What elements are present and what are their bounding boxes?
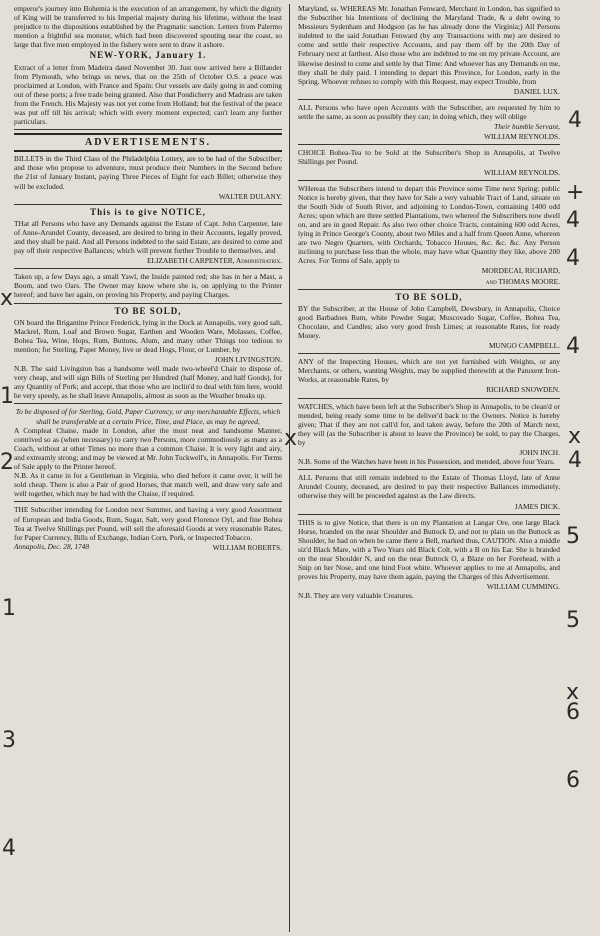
margin-mark: + — [566, 180, 585, 205]
fenward-text: Maryland, ss. WHEREAS Mr. Jonathan Fenward, Merchant in London, has signified to the Subscriber his Intentions of declining the Maryland Trade, & a debt owing to Messieurs Sydenham and Hodgson (as he has already done the Virginia;) All Persons indebted to the said Jonathan Fenward (by any Transactions with me) are desired to come and settle their respective Accounts, and pay them off by the 20th Day of February next at farthest. Also those who are indebted to me on my private Account, are likewise desired to come and settle by that Time: And whoever has any Demands on me, they shall be duly paid. I intending to depart this Province, for London, early in the Spring. Whoever refuses to comply with this Request, may expect Trouble, from — [298, 4, 560, 86]
margin-mark: 6 — [566, 700, 580, 725]
margin-mark: 5 — [566, 524, 580, 549]
chaise-header: To be disposed of for Sterling, Gold, Paper Currency, or any merchantable Effects, which shall be transferable at a certain Price, Time, and Place, as may be agreed, — [15, 407, 281, 426]
reynolds-accounts-text: ALL Persons who have open Accounts with the Subscriber, are requested by him to settle the same, as soon as possibly they can; in doing which, they will oblige — [298, 102, 560, 122]
margin-mark: 4 — [566, 246, 580, 271]
weights-ad — [298, 357, 560, 398]
lottery-ad — [14, 154, 282, 204]
margin-mark: 4 — [566, 334, 580, 359]
notice-text: THat all Persons who have any Demands against the Estate of Capt. John Carpenter, late of Anne-Arundel County, deceased, are desired to bring in their Accounts, legally proved, and they shall be paid. And all Persons indebted to the said Estate, are desired to come and pay off their respective Ballances; which will prevent further Trouble to themselves, and — [14, 218, 282, 256]
margin-mark: 5 — [566, 608, 580, 633]
reynolds-accounts-ad — [298, 103, 560, 145]
lottery-signature: WALTER DULANY. — [218, 191, 282, 201]
reynolds-accounts-signature: WILLIAM REYNOLDS. — [484, 132, 560, 142]
brig-nb: N.B. The said Livingston has a handsome well made two-wheel'd Chair to dispose of, very cheap, and will sign Bills of Sterling per Hundred (half Money, and half Goods), for any Quantity of Pork; and accept, that those who are inclin'd to deal with him here, would be very speedy, as he shall leave Annapolis, almost as soon as the Weather breaks up. — [14, 364, 282, 401]
roberts-ad — [14, 505, 282, 554]
carpenter-notice — [14, 208, 282, 270]
chaise-text: A Compleat Chaise, made in London, after the most neat and handsome Manner, contrived so as (when necessary) to carry two Persons, more commodiously as many as a Coach, without at other Times no more than a common Chaise. It is very light and airy, and extreamly strong; and may be viewed at Mr. John Tuckwell's, in Annapolis. For Terms of Sale apply to the Printer hereof. — [14, 425, 282, 472]
horse-signature: WILLIAM CUMMING. — [486, 582, 560, 592]
horse-ad — [298, 518, 560, 604]
sold-header-left: TO BE SOLD, — [114, 305, 182, 316]
land-signature-1: MORDECAI, RICHARD, — [481, 266, 560, 276]
watches-nb: N.B. Some of the Watches have been in his Possession, and mended, above four Years. — [298, 457, 555, 467]
brigantine-ad — [14, 307, 282, 405]
weights-signature: RICHARD SNOWDEN. — [486, 385, 560, 395]
margin-mark: 3 — [2, 728, 16, 753]
roberts-signature: WILLIAM ROBERTS. — [212, 542, 282, 552]
campbell-text: BY the Subscriber, at the House of John Campbell, Dewsbury, in Annapolis, Choice good Barbadoes Rum, white Powder Sugar, Muscovado Sugar, Coffee, Bohea Tea, Chocolate, and Candles; also very good fresh Limes; at reasonable Rates, for ready Money. — [298, 303, 560, 340]
margin-mark: 4 — [568, 448, 582, 473]
column-divider — [289, 4, 290, 932]
margin-mark: 2 — [0, 450, 14, 475]
tea-signature: WILLIAM REYNOLDS. — [484, 167, 560, 177]
margin-mark: 6 — [566, 768, 580, 793]
intro-text: emperor's journey into Bohemia is the execution of an arrangement, by which the dignity of King will be transferred to his Imperial majesty during his lifetime, without the least prejudice to the dispositions established by the Pragmatic sanction. Letters from Palermo mention a frightful sea monster, which had been discovered spouting near the coast, so large that five men employed in the fishery were sent to draw it ashore. — [14, 4, 282, 50]
margin-mark: x — [568, 424, 582, 449]
brig-signature: JOHN LIVINGSTON. — [214, 355, 282, 364]
margin-mark: 4 — [2, 836, 16, 861]
watches-ad — [298, 402, 560, 471]
watches-text: WATCHES, which have been left at the Subscriber's Shop in Annapolis, to be clean'd or mended, being ready some time to be deliver'd back to the Owners. Notice is hereby given; That if they are not call'd for, and taken away, before the 20th of March next, they will (as the Subscriber is about to leave the Province) be sold, to pay the Charges, by — [298, 401, 560, 447]
margin-mark: 1 — [2, 596, 16, 621]
news-text: Extract of a letter from Madeira dated November 30. Just now arrived here a Billander from Plymouth, who brings us news, that on the 25th of October O.S. a peace was proclaimed at London, with France and Spain: Our vessels are daily going in and coming out of these ports; a free trade being granted. Also that Pondicherry and Madrass are taken from the French. His Majesty was not yet come from Holland; but the festival of the peace was put off till his arrival; which with every moment expected; can't learn any further particulars. — [14, 62, 282, 127]
foreign-news — [14, 4, 282, 130]
tea-text: CHOICE Bohea-Tea to be Sold at the Subscriber's Shop in Annapolis, at Twelve Shillings per Pound. — [298, 148, 560, 167]
margin-mark: x — [284, 426, 298, 451]
margin-mark: x — [0, 286, 14, 311]
watches-signature: JOHN INCH. — [519, 448, 560, 458]
sold-header-right: TO BE SOLD, — [395, 291, 463, 302]
reynolds-closing: Their humble Servant, — [494, 122, 560, 132]
campbell-signature: MUNGO CAMPBELL. — [488, 341, 560, 351]
land-sale-ad — [298, 184, 560, 290]
lottery-text: BILLETS in the Third Class of the Philadelphia Lottery, are to be had of the Subscriber; and those who propose to adventure, must produce their Numbers in the Second before the 21st of January Instant, paying Three Pieces of Eight for each Billet; otherwise they will be excluded. — [14, 154, 282, 191]
notice-header: This is to give NOTICE, — [90, 206, 206, 217]
land-text: WHereas the Subscribers intend to depart this Province some Time next Spring; public Notice is hereby given, that they have for Sale a very valuable Tract of Land, situate on the South Side of South River, and adjoining to London-Town, containing 1400 odd Acres; upon which are three settled Plantations, two whereof the Subscribers now dwell on, and are in good Repair. As also two other choice Tracts, containing 600 odd Acres, lying in Prince George's County, about two Miles and a half from Queen Anne, whereon are two Negro Quarters, with Orchards, Tobacco Houses, &c. &c. &c. Any Person inclining to purchase less than the whole, may have what Quantity they like, above 200 Acres. For Terms of Sale, apply to — [298, 183, 560, 266]
chaise-ad — [14, 407, 282, 502]
horse-text: THIS is to give Notice, that there is on my Plantation at Langar Ore, one large Black Horse, branded on the near Shoulder and Buttock D, and not to plain on the Buttock as Shoulder, he had on when he came there a Bell, marked thus, CAUTION. Also a middle siz'd Black Mare, with a Two Years old Black Colt, with a B on his Ear. She is branded on the near Shoulder N, and on the near Buttock O, a Blaze on her Forehead, with a Snip on her Nose, and one hind Foot white. Whoever applies to me at Annapolis, and proves his Property, may have them again, paying the Charges of this Advertisement. — [298, 517, 560, 582]
lloyd-text: ALL Persons that still remain indebted to the Estate of Thomas Lloyd, late of Anne Arundel County, deceased, are desired to pay their respective Ballances immediately, otherwise they will be proceeded against as the Law directs. — [298, 473, 560, 501]
margin-mark: 1 — [0, 384, 14, 409]
bohea-tea-ad — [298, 148, 560, 180]
weights-text: ANY of the Inspecting Houses, which are not yet furnished with Weights, or any Merchants, or others, wanting Weights, may be supplied therewith at the Patuxent Iron-Works, at reasonable Rates, by — [298, 357, 560, 385]
margin-mark: x — [566, 680, 580, 705]
campbell-ad — [298, 293, 560, 355]
roberts-text: THE Subscriber intending for London next Summer, and having a very good Assortment of European and India Goods, Rum, Sugar, Salt, very good Florence Oyl, and fine Bohea Tea at Twelve Shillings per Pound, will sell the aforesaid Goods at very reasonable Rates, for Paper Currency, Bills of Exchange, Indian Corn, Pork, or Inspected Tobacco. — [14, 505, 282, 542]
margin-mark: 4 — [566, 208, 580, 233]
margin-mark: 4 — [568, 108, 582, 133]
fenward-signature: DANIEL LUX. — [513, 86, 560, 96]
brig-text: ON board the Brigantine Prince Frederick, lying in the Dock at Annapolis, very good salt, Mackrel, Rum, Loaf and Brown Sugar, Earthen and Wooden Ware, Molasses, Coffee, Bohea Tea, Wine, Hops, Rum, Buttons, Alum, and many other Things too tedious to mention; for Sterling, Paper Money, live or dead Hogs, Flour, or Lumber, by — [14, 317, 282, 354]
notice-signature: ELIZABETH CARPENTER, Administratrix. — [147, 256, 282, 266]
yawl-ad — [14, 272, 282, 303]
dateline: NEW-YORK, January 1. — [89, 50, 207, 61]
left-column — [14, 4, 282, 932]
advertisements-header: ADVERTISEMENTS. — [14, 133, 282, 152]
land-signature-2: and THOMAS MOORE. — [485, 276, 560, 286]
yawl-text: Taken up, a few Days ago, a small Yawl, the Inside painted red; she has in her a Mast, a Boom, and two Oars. The Owner may know where she is, on applying to the Printer hereof; and have her again, on proving his Property, and paying Charges. — [14, 272, 282, 300]
horse-nb: N.B. They are very valuable Creatures. — [298, 591, 414, 601]
lloyd-signature: JAMES DICK. — [514, 501, 560, 511]
fenward-ad — [298, 4, 560, 100]
right-column — [298, 4, 560, 932]
lloyd-estate-ad — [298, 473, 560, 514]
roberts-date: Annapolis, Dec. 28, 1748 — [14, 541, 90, 551]
chaise-nb: N.B. As it came in for a Gentleman in Virginia, who died before it came over, it will be sold cheap. There is also a Pair of good Horses, that match well, and draw very safe and well together, which may be had with the Chaise, if required. — [14, 471, 282, 499]
